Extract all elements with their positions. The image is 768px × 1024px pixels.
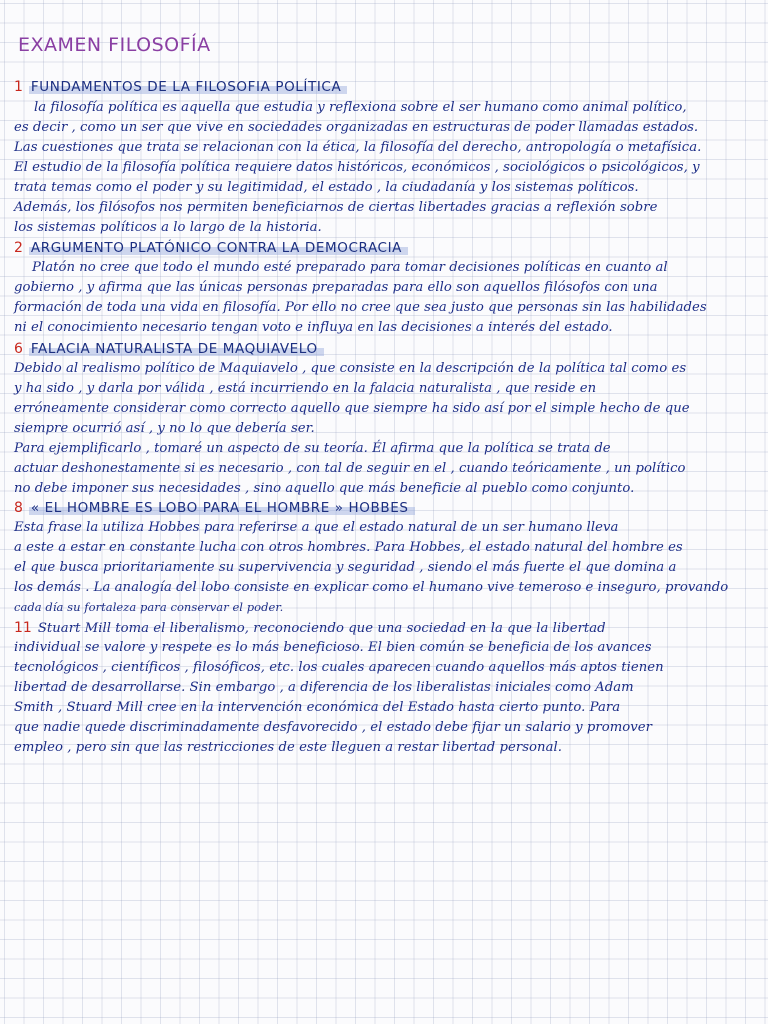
section-title: ARGUMENTO PLATÓNICO CONTRA LA DEMOCRACIA (29, 240, 408, 256)
text-line: tecnológicos , científicos , filosóficos, etc. los cuales aparecen cuando aquellos más aptos tienen (14, 660, 664, 675)
text-line: erróneamente considerar como correcto aquello que siempre ha sido así por el simple hecho de que (14, 401, 690, 416)
text-line: libertad de desarrollarse. Sin embargo , a diferencia de los liberalistas iniciales como Adam (14, 680, 634, 695)
text-line: Smith , Stuard Mill cree en la intervención económica del Estado hasta cierto punto. Para (14, 700, 621, 715)
text-line: los sistemas políticos a lo largo de la historia. (14, 220, 322, 235)
text-line: individual se valore y respete es lo más beneficioso. El bien común se beneficia de los avances (14, 640, 652, 655)
text-line: Platón no cree que todo el mundo esté preparado para tomar decisiones políticas en cuanto al (32, 260, 668, 275)
text-line: no debe imponer sus necesidades , sino aquello que más beneficie al pueblo como conjunto. (14, 481, 635, 496)
text-line: Esta frase la utiliza Hobbes para referirse a que el estado natural de un ser humano lleva (14, 520, 619, 535)
text-line: que nadie quede discriminadamente desfavorecido , el estado debe fijar un salario y promover (14, 720, 652, 735)
text-line: el que busca prioritariamente su supervivencia y seguridad , siendo el más fuerte el que domina a (14, 560, 677, 575)
page-title: EXAMEN FILOSOFÍA (18, 34, 211, 56)
text-line: actuar deshonestamente si es necesario , con tal de seguir en el , cuando teóricamente , un político (14, 461, 686, 476)
text-line: siempre ocurrió así , y no lo que debería ser. (14, 421, 315, 436)
section-number: 8 (14, 500, 23, 516)
section-title: FUNDAMENTOS DE LA FILOSOFIA POLÍTICA (29, 79, 347, 95)
text-line: la filosofía política es aquella que estudia y reflexiona sobre el ser humano como animal político, (34, 100, 687, 115)
text-line: Para ejemplificarlo , tomaré un aspecto de su teoría. Él afirma que la política se trata de (14, 441, 611, 456)
section-title: FALACIA NATURALISTA DE MAQUIAVELO (29, 341, 324, 357)
text-line: formación de toda una vida en filosofía. Por ello no cree que sea justo que personas sin las habilidades (14, 300, 707, 315)
section-title: « EL HOMBRE ES LOBO PARA EL HOMBRE » HOBBES (29, 500, 415, 516)
text-line: empleo , pero sin que las restricciones de este lleguen a restar libertad personal. (14, 740, 563, 755)
section-heading-1 (14, 79, 347, 95)
text-line: Debido al realismo político de Maquiavelo , que consiste en la descripción de la política tal como es (14, 361, 687, 376)
text-line: El estudio de la filosofía política requiere datos históricos, económicos , sociológicos o psicológicos, y (14, 160, 700, 175)
section-number: 2 (14, 240, 23, 256)
text-line: cada día su fortaleza para conservar el poder. (14, 600, 284, 614)
section-number: 11 (14, 620, 32, 636)
section-heading-11 (14, 620, 606, 636)
text-line: Stuart Mill toma el liberalismo, reconociendo que una sociedad en la que la libertad (37, 621, 606, 636)
section-number: 1 (14, 79, 23, 95)
text-line: a este a estar en constante lucha con otros hombres. Para Hobbes, el estado natural del hombre es (14, 540, 683, 555)
text-line: los demás . La analogía del lobo consiste en explicar como el humano vive temeroso e inseguro, provando (14, 580, 729, 595)
text-line: es decir , como un ser que vive en sociedades organizadas en estructuras de poder llamadas estados. (14, 120, 699, 135)
text-line: y ha sido , y darla por válida , está incurriendo en la falacia naturalista , que reside en (14, 381, 597, 396)
section-heading-6 (14, 341, 324, 357)
section-number: 6 (14, 341, 23, 357)
section-heading-2 (14, 240, 408, 256)
section-heading-8 (14, 500, 415, 516)
text-line: Las cuestiones que trata se relacionan con la ética, la filosofía del derecho, antropología o metafísica. (14, 140, 702, 155)
text-line: gobierno , y afirma que las únicas personas preparadas para ello son aquellos filósofos con una (14, 280, 658, 295)
text-line: ni el conocimiento necesario tengan voto e influya en las decisiones a interés del estado. (14, 320, 613, 335)
text-line: Además, los filósofos nos permiten beneficiarnos de ciertas libertades gracias a reflexión sobre (14, 200, 658, 215)
text-line: trata temas como el poder y su legitimidad, el estado , la ciudadanía y los sistemas políticos. (14, 180, 639, 195)
